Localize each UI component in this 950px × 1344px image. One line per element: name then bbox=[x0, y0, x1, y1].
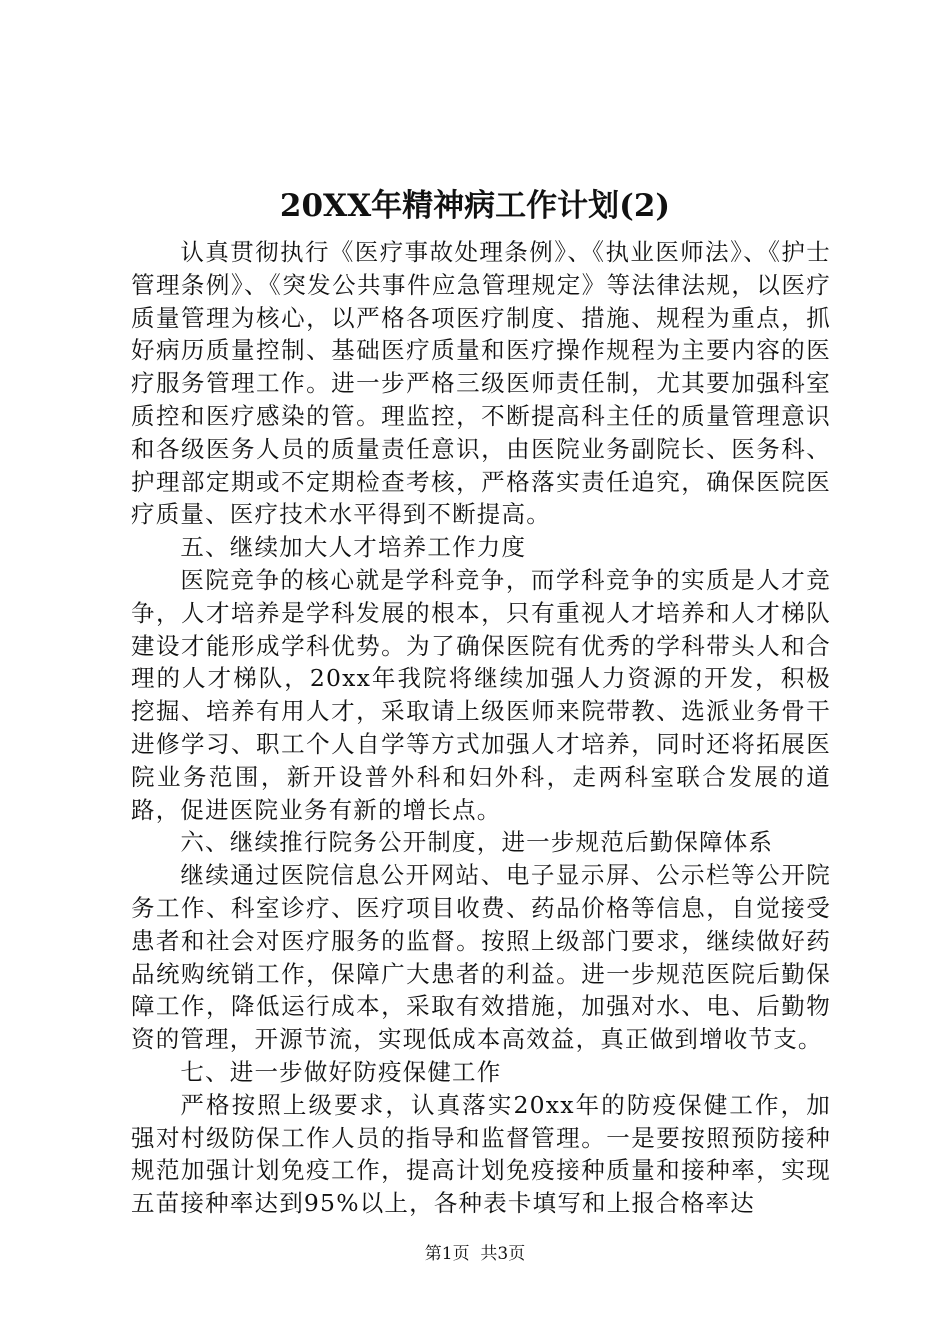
document-title: 20XX年精神病工作计划(2) bbox=[279, 188, 671, 224]
paragraph-1: 认真贯彻执行《医疗事故处理条例》、《执业医师法》、《护士管理条例》、《突发公共事件应急管理规定》等法律法规，以医疗质量管理为核心，以严格各项医疗制度、措施、规程为重点，抓好病历质量控制、基础医疗质量和医疗操作规程为主要内容的医疗服务管理工作。进一步严格三级医师责任制，尤其要加强科室质控和医疗感染的管。理监控，不断提高科主任的质量管理意识和各级医务人员的质量责任意识，由医院业务副院长、医务科、护理部定期或不定期检查考核，严格落实责任追究，确保医院医疗质量、医疗技术水平得到不断提高。 bbox=[131, 238, 831, 529]
section-heading-7: 七、进一步做好防疫保健工作 bbox=[180, 1057, 502, 1086]
paragraph-3: 继续通过医院信息公开网站、电子显示屏、公示栏等公开院务工作、科室诊疗、医疗项目收费、药品价格等信息，自觉接受患者和社会对医疗服务的监督。按照上级部门要求，继续做好药品统购统销工作，保障广大患者的利益。进一步规范医院后勤保障工作，降低运行成本，采取有效措施，加强对水、电、后勤物资的管理，开源节流，实现低成本高效益，真正做到增收节支。 bbox=[131, 861, 831, 1054]
section-heading-5: 五、继续加大人才培养工作力度 bbox=[180, 533, 527, 562]
paragraph-4: 严格按照上级要求，认真落实20xx年的防疫保健工作，加强对村级防保工作人员的指导和监督管理。一是要按照预防接种规范加强计划免疫工作，提高计划免疫接种质量和接种率，实现五苗接种率达到95%以上，各种表卡填写和上报合格率达 bbox=[131, 1090, 831, 1218]
document-body bbox=[131, 236, 831, 1220]
page-number: 第1页 共3页 bbox=[424, 1244, 526, 1264]
page-footer bbox=[0, 1243, 950, 1265]
paragraph-2: 医院竞争的核心就是学科竞争，而学科竞争的实质是人才竞争，人才培养是学科发展的根本，只有重视人才培养和人才梯队建设才能形成学科优势。为了确保医院有优秀的学科带头人和合理的人才梯队，20xx年我院将继续加强人力资源的开发，积极挖掘、培养有用人才，采取请上级医师来院带教、选派业务骨干进修学习、职工个人自学等方式加强人才培养，同时还将拓展医院业务范围，新开设普外科和妇外科，走两科室联合发展的道路，促进医院业务有新的增长点。 bbox=[131, 565, 831, 824]
section-heading-6: 六、继续推行院务公开制度，进一步规范后勤保障体系 bbox=[180, 828, 774, 857]
